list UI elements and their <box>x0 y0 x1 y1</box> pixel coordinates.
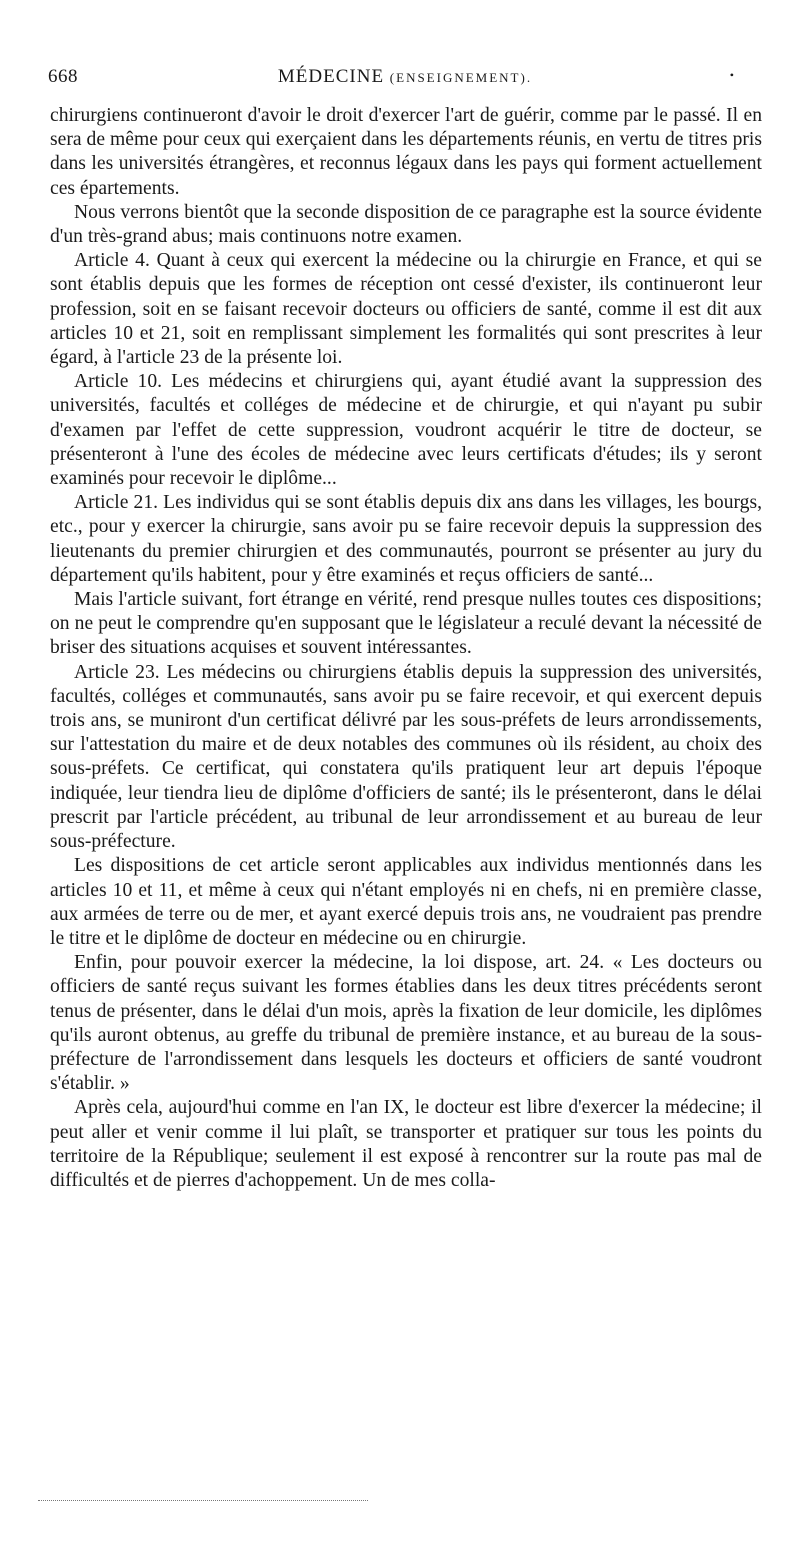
paragraph: Mais l'article suivant, fort étrange en vérité, rend presque nulles toutes ces dispositions; on ne peut le comprendre qu'en supposant que le législateur a reculé devant la nécessité de briser des situations acquises et souvent intéressantes. <box>50 589 762 659</box>
paragraph: Nous verrons bientôt que la seconde disposition de ce paragraphe est la source évidente d'un très-grand abus; mais continuons notre examen. <box>50 201 762 248</box>
running-title-sub: (ENSEIGNEMENT). <box>389 70 533 85</box>
paragraph: Les dispositions de cet article seront applicables aux individus mentionnés dans les articles 10 et 11, et même à ceux qui n'étant employés ni en chefs, ni en première classe, aux armées de terre ou de mer, et ayant exercé depuis trois ans, ne voudraient pas prendre le titre et le diplôme de docteur en médecine ou en chirurgie. <box>50 855 762 949</box>
page-number: 668 <box>48 66 78 87</box>
body-text <box>50 104 762 1193</box>
paragraph-article-10: Article 10. Les médecins et chirurgiens qui, ayant étudié avant la suppression des universités, facultés et colléges de médecine et de chirurgie, et qui n'ayant pu subir d'examen par l'effet de cette suppression, voudront acquérir le titre de docteur, se présenteront à l'une des écoles de médecine avec leurs certificats d'études; ils y seront examinés pour recevoir le diplôme... <box>50 371 762 490</box>
page-header <box>48 66 762 96</box>
paragraph: Après cela, aujourd'hui comme en l'an IX, le docteur est libre d'exercer la médecine; il peut aller et venir comme il lui plaît, se transporter et pratiquer sur tous les points du territoire de la République; seulement il est exposé à rencontrer sur la route pas mal de difficultés et de pierres d'achoppement. Un de mes colla- <box>50 1097 762 1191</box>
running-title <box>48 66 762 88</box>
header-mark: • <box>729 68 734 82</box>
paragraph-article-21: Article 21. Les individus qui se sont établis depuis dix ans dans les villages, les bourgs, etc., pour y exercer la chirurgie, sans avoir pu se faire recevoir depuis la suppression des lieutenants du premier chirurgien et des communautés, pourront se présenter au jury du département qu'ils habitent, pour y être examinés et reçus officiers de santé... <box>50 492 762 586</box>
paragraph-continuation: chirurgiens continueront d'avoir le droit d'exercer l'art de guérir, comme par le passé. Il en sera de même pour ceux qui exerçaient dans les départements réunis, en vertu de titres pris dans les universités étrangères, et reconnus légaux dans les pays qui forment actuellement ces épartements. <box>50 105 762 199</box>
paragraph-article-4: Article 4. Quant à ceux qui exercent la médecine ou la chirurgie en France, et qui se sont établis depuis que les formes de réception ont cessé d'exister, ils continueront leur profession, soit en se faisant recevoir docteurs ou officiers de santé, comme il est dit aux articles 10 et 21, soit en remplissant simplement les formalités qui sont prescrites à leur égard, à l'article 23 de la présente loi. <box>50 250 762 369</box>
running-title-main: MÉDECINE <box>277 66 385 87</box>
paragraph-article-23: Article 23. Les médecins ou chirurgiens établis depuis la suppression des universités, facultés, colléges et communautés, sans avoir pu se faire recevoir, et qui exercent depuis trois ans, se muniront d'un certificat délivré par les sous-préfets de leurs arrondissements, sur l'attestation du maire et de deux notables des communes où ils résident, au choix des sous-préfets. Ce certificat, qui constatera qu'ils pratiquent leur art depuis l'époque indiquée, leur tiendra lieu de diplôme d'officiers de santé; ils le présenteront, dans le délai prescrit par l'article précédent, au tribunal de leur arrondissement et au bureau de leur sous-préfecture. <box>50 661 762 853</box>
footer-rule <box>38 1500 368 1501</box>
paragraph-article-24: Enfin, pour pouvoir exercer la médecine, la loi dispose, art. 24. « Les docteurs ou officiers de santé reçus suivant les formes établies dans les deux titres précédents seront tenus de présenter, dans le délai d'un mois, après la fixation de leur domicile, les diplômes qu'ils auront obtenus, au greffe du tribunal de première instance, et au bureau de la sous-préfecture de l'arrondissement dans lesquels les docteurs et officiers de santé voudront s'établir. » <box>50 952 762 1095</box>
